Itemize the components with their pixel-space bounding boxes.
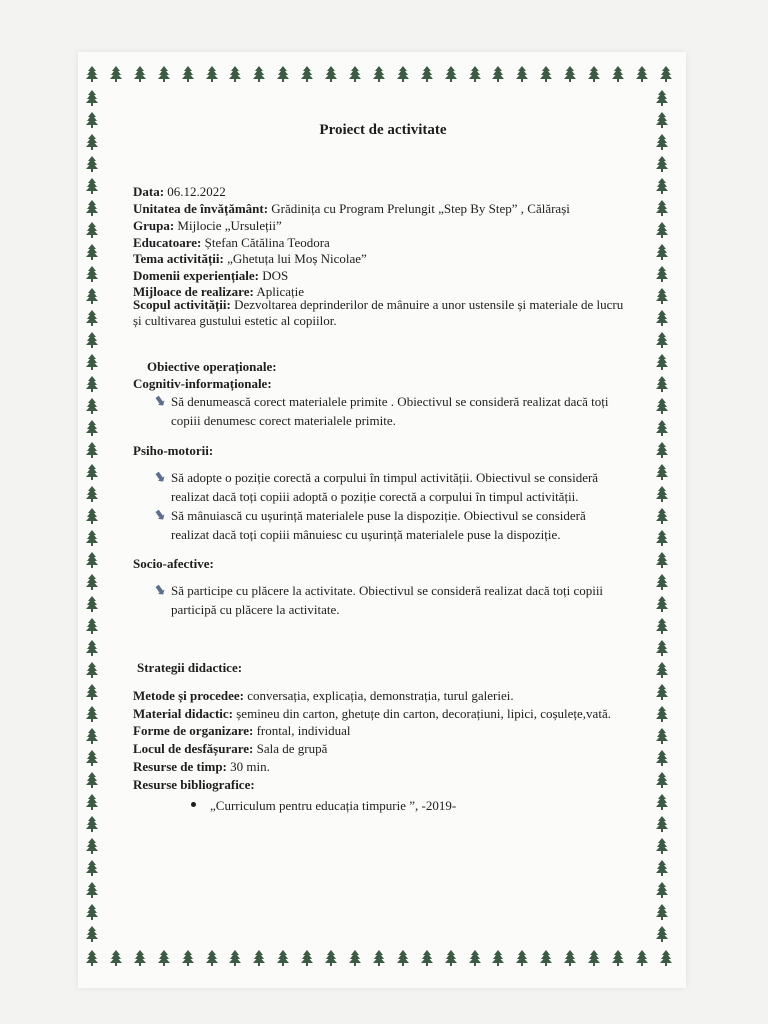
down-right-arrow-icon: [155, 584, 167, 596]
pine-tree-icon: [656, 618, 668, 634]
pine-tree-icon: [656, 178, 668, 194]
psychomotor-heading: Psiho-motorii:: [133, 443, 214, 458]
pine-tree-icon: [540, 66, 552, 82]
pine-tree-icon: [86, 640, 98, 656]
strategy-field-label: Material didactic:: [133, 706, 233, 721]
tree-border-right: [656, 90, 668, 942]
pine-tree-icon: [86, 222, 98, 238]
pine-tree-icon: [86, 530, 98, 546]
pine-tree-icon: [656, 750, 668, 766]
header-field-value: Mijlocie „Ursuleții”: [174, 218, 282, 233]
pine-tree-icon: [492, 66, 504, 82]
pine-tree-icon: [636, 950, 648, 966]
pine-tree-icon: [656, 640, 668, 656]
pine-tree-icon: [86, 288, 98, 304]
pine-tree-icon: [86, 332, 98, 348]
socio-affective-heading: Socio-afective:: [133, 556, 214, 571]
pine-tree-icon: [86, 244, 98, 260]
pine-tree-icon: [86, 442, 98, 458]
pine-tree-icon: [656, 90, 668, 106]
pine-tree-icon: [656, 772, 668, 788]
socio-affective-objectives: [155, 581, 619, 619]
pine-tree-icon: [206, 950, 218, 966]
pine-tree-icon: [86, 574, 98, 590]
pine-tree-icon: [656, 156, 668, 172]
pine-tree-icon: [86, 794, 98, 810]
pine-tree-icon: [373, 66, 385, 82]
objective-text: Să denumească corect materialele primite . Obiectivul se consideră realizat dacă toți copiii denumesc corect materialele primite.: [171, 394, 609, 428]
pine-tree-icon: [86, 354, 98, 370]
strategy-field-value: 30 min.: [226, 759, 270, 774]
pine-tree-icon: [86, 618, 98, 634]
pine-tree-icon: [325, 950, 337, 966]
objective-item: [155, 581, 619, 619]
pine-tree-icon: [229, 66, 241, 82]
pine-tree-icon: [86, 662, 98, 678]
objective-item: [155, 468, 619, 506]
pine-tree-icon: [656, 332, 668, 348]
pine-tree-icon: [588, 66, 600, 82]
header-field-label: Mijloace de realizare:: [133, 284, 254, 299]
cognitive-objectives: [155, 392, 615, 430]
bibliography-item: [191, 798, 456, 814]
pine-tree-icon: [86, 310, 98, 326]
header-field-value: „Ghetuța lui Moș Nicolae”: [223, 251, 367, 266]
pine-tree-icon: [86, 464, 98, 480]
strategy-field-value: Sala de grupă: [253, 741, 328, 756]
pine-tree-icon: [86, 508, 98, 524]
pine-tree-icon: [325, 66, 337, 82]
objective-text: Să adopte o poziție corectă a corpului în timpul activității. Obiectivul se consideră realizat dacă toți copiii adoptă o poziție corectă a corpului în timpul activității.: [171, 470, 599, 504]
strategy-field: [133, 723, 350, 739]
pine-tree-icon: [206, 66, 218, 82]
pine-tree-icon: [656, 816, 668, 832]
header-field: [133, 268, 288, 284]
pine-tree-icon: [134, 950, 146, 966]
pine-tree-icon: [516, 66, 528, 82]
pine-tree-icon: [656, 882, 668, 898]
pine-tree-icon: [656, 112, 668, 128]
strategy-field-label: Resurse bibliografice:: [133, 777, 255, 792]
pine-tree-icon: [656, 904, 668, 920]
pine-tree-icon: [182, 950, 194, 966]
pine-tree-icon: [445, 66, 457, 82]
pine-tree-icon: [612, 66, 624, 82]
page-title: Proiect de activitate: [319, 122, 447, 138]
header-field-label: Tema activității:: [133, 251, 224, 266]
header-field: [133, 297, 623, 313]
pine-tree-icon: [253, 950, 265, 966]
pine-tree-icon: [86, 860, 98, 876]
strategy-field-value: frontal, individual: [253, 723, 351, 738]
pine-tree-icon: [86, 376, 98, 392]
down-right-arrow-icon: [155, 395, 167, 407]
objective-text: Să mânuiască cu ușurință materialele puse la dispoziție. Obiectivul se consideră realizat dacă toți copiii mânuiesc cu ușurință materialele puse la dispoziție.: [171, 508, 586, 542]
pine-tree-icon: [656, 464, 668, 480]
pine-tree-icon: [86, 552, 98, 568]
header-field-label: Scopul activității:: [133, 297, 231, 312]
pine-tree-icon: [656, 486, 668, 502]
header-field-label: Grupa:: [133, 218, 175, 233]
pine-tree-icon: [469, 66, 481, 82]
header-field-label: Data:: [133, 184, 165, 199]
pine-tree-icon: [86, 200, 98, 216]
pine-tree-icon: [469, 950, 481, 966]
pine-tree-icon: [229, 950, 241, 966]
header-field: [133, 201, 570, 217]
strategy-field-label: Locul de desfășurare:: [133, 741, 254, 756]
pine-tree-icon: [86, 750, 98, 766]
pine-tree-icon: [86, 134, 98, 150]
strategy-field: [133, 706, 611, 722]
strategy-field-label: Metode și procedee:: [133, 688, 244, 703]
strategy-field-label: Resurse de timp:: [133, 759, 227, 774]
pine-tree-icon: [86, 904, 98, 920]
header-field-label: Educatoare:: [133, 235, 202, 250]
strategy-field-value: șemineu din carton, ghetuțe din carton, decorațiuni, lipici, coșulețe,vată.: [233, 706, 611, 721]
pine-tree-icon: [86, 728, 98, 744]
pine-tree-icon: [86, 266, 98, 282]
down-right-arrow-icon: [155, 471, 167, 483]
pine-tree-icon: [656, 860, 668, 876]
pine-tree-icon: [277, 950, 289, 966]
header-field: [133, 184, 226, 200]
strategy-field-value: conversația, explicația, demonstrația, turul galeriei.: [243, 688, 514, 703]
header-field-value: Ștefan Cătălina Teodora: [201, 235, 330, 250]
header-field: [133, 235, 330, 251]
pine-tree-icon: [86, 156, 98, 172]
pine-tree-icon: [656, 398, 668, 414]
pine-tree-icon: [86, 112, 98, 128]
pine-tree-icon: [301, 950, 313, 966]
pine-tree-icon: [277, 66, 289, 82]
pine-tree-icon: [397, 950, 409, 966]
header-field-label: Unitatea de învățământ:: [133, 201, 269, 216]
pine-tree-icon: [656, 926, 668, 942]
pine-tree-icon: [656, 266, 668, 282]
pine-tree-icon: [656, 134, 668, 150]
cognitive-heading: Cognitiv-informaționale:: [133, 376, 272, 391]
pine-tree-icon: [516, 950, 528, 966]
pine-tree-icon: [158, 66, 170, 82]
pine-tree-icon: [656, 552, 668, 568]
pine-tree-icon: [656, 222, 668, 238]
tree-border-top: [86, 66, 672, 82]
pine-tree-icon: [564, 950, 576, 966]
pine-tree-icon: [660, 950, 672, 966]
pine-tree-icon: [110, 950, 122, 966]
pine-tree-icon: [656, 200, 668, 216]
pine-tree-icon: [656, 420, 668, 436]
pine-tree-icon: [158, 950, 170, 966]
pine-tree-icon: [445, 950, 457, 966]
pine-tree-icon: [86, 420, 98, 436]
pine-tree-icon: [373, 950, 385, 966]
psychomotor-objectives: [155, 468, 619, 544]
tree-border-left: [86, 90, 98, 942]
header-field-label: Domenii experiențiale:: [133, 268, 259, 283]
pine-tree-icon: [656, 376, 668, 392]
pine-tree-icon: [636, 66, 648, 82]
pine-tree-icon: [421, 66, 433, 82]
pine-tree-icon: [86, 706, 98, 722]
scope-continuation: și cultivarea gustului estetic al copiilor.: [133, 313, 337, 328]
pine-tree-icon: [656, 244, 668, 260]
strategy-field: [133, 741, 327, 757]
pine-tree-icon: [86, 816, 98, 832]
pine-tree-icon: [492, 950, 504, 966]
pine-tree-icon: [349, 950, 361, 966]
pine-tree-icon: [656, 310, 668, 326]
pine-tree-icon: [86, 398, 98, 414]
header-field: [133, 251, 367, 267]
pine-tree-icon: [182, 66, 194, 82]
header-field-value: Dezvoltarea deprinderilor de mânuire a unor ustensile și materiale de lucru: [230, 297, 624, 312]
strategy-field: [133, 759, 270, 775]
pine-tree-icon: [86, 66, 98, 82]
pine-tree-icon: [656, 838, 668, 854]
pine-tree-icon: [86, 90, 98, 106]
down-right-arrow-icon: [155, 509, 167, 521]
objective-item: [155, 392, 615, 430]
pine-tree-icon: [86, 772, 98, 788]
pine-tree-icon: [86, 950, 98, 966]
pine-tree-icon: [656, 530, 668, 546]
header-field: [133, 218, 282, 234]
tree-border-bottom: [86, 950, 672, 966]
strategies-heading: Strategii didactice:: [137, 660, 243, 675]
pine-tree-icon: [134, 66, 146, 82]
objective-text: Să participe cu plăcere la activitate. Obiectivul se consideră realizat dacă toți copiii participă cu plăcere la activitate.: [171, 583, 604, 617]
strategy-field-label: Forme de organizare:: [133, 723, 254, 738]
pine-tree-icon: [612, 950, 624, 966]
pine-tree-icon: [656, 794, 668, 810]
pine-tree-icon: [540, 950, 552, 966]
pine-tree-icon: [564, 66, 576, 82]
bullet-dot-icon: [191, 802, 196, 807]
pine-tree-icon: [656, 728, 668, 744]
pine-tree-icon: [86, 882, 98, 898]
header-field-value: Grădinița cu Program Prelungit „Step By Step” , Călărași: [268, 201, 570, 216]
header-field-value: Aplicație: [253, 284, 304, 299]
pine-tree-icon: [656, 574, 668, 590]
bibliography-text: „Curriculum pentru educația timpurie ”, -2019-: [210, 798, 457, 813]
pine-tree-icon: [656, 706, 668, 722]
objectives-heading: Obiective operaționale:: [147, 359, 277, 374]
pine-tree-icon: [110, 66, 122, 82]
pine-tree-icon: [656, 508, 668, 524]
pine-tree-icon: [656, 596, 668, 612]
pine-tree-icon: [421, 950, 433, 966]
pine-tree-icon: [397, 66, 409, 82]
objective-item: [155, 506, 619, 544]
pine-tree-icon: [588, 950, 600, 966]
pine-tree-icon: [656, 354, 668, 370]
pine-tree-icon: [86, 838, 98, 854]
pine-tree-icon: [301, 66, 313, 82]
pine-tree-icon: [86, 178, 98, 194]
pine-tree-icon: [86, 684, 98, 700]
strategy-field: [133, 777, 255, 793]
pine-tree-icon: [660, 66, 672, 82]
header-field-value: DOS: [259, 268, 289, 283]
pine-tree-icon: [86, 486, 98, 502]
pine-tree-icon: [656, 442, 668, 458]
pine-tree-icon: [656, 684, 668, 700]
pine-tree-icon: [349, 66, 361, 82]
pine-tree-icon: [253, 66, 265, 82]
header-field-value: 06.12.2022: [164, 184, 226, 199]
pine-tree-icon: [86, 926, 98, 942]
pine-tree-icon: [86, 596, 98, 612]
strategy-field: [133, 688, 514, 704]
pine-tree-icon: [656, 662, 668, 678]
pine-tree-icon: [656, 288, 668, 304]
